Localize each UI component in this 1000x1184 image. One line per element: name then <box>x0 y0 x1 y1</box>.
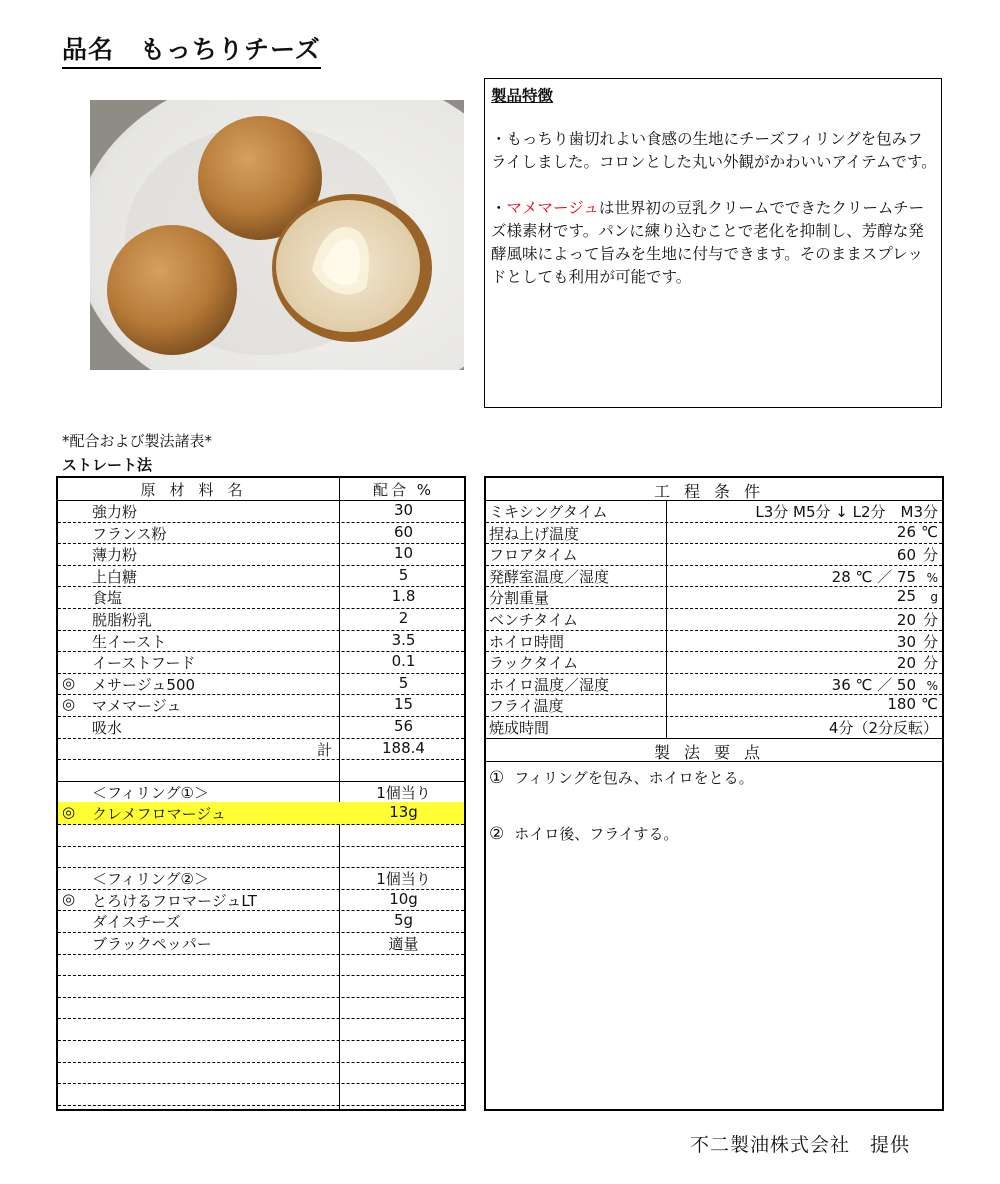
total-row <box>58 738 464 761</box>
step-text: フィリングを包み、ホイロをとる。 <box>514 769 754 787</box>
process-step-name: 発酵室温度／湿度 <box>489 567 610 586</box>
process-header: 工程条件 <box>653 482 774 501</box>
ingredient-name: 生イースト <box>92 632 167 651</box>
ingredient-name: ブラックペッパー <box>92 935 212 953</box>
process-value-text: 25 <box>896 587 916 606</box>
process-step-value <box>832 566 938 587</box>
ingredient-value: 適量 <box>388 935 419 953</box>
process-step-value <box>897 609 938 630</box>
formula-caption: *配合および製法諸表* <box>62 432 213 450</box>
ingredients-table <box>56 476 466 1111</box>
process-row <box>486 608 942 631</box>
filling1-header-row <box>58 781 464 804</box>
process-step-name: 分割重量 <box>489 589 550 608</box>
ingredient-row <box>58 586 464 609</box>
blank-row <box>58 824 464 847</box>
ingredient-value: 1個当り <box>376 783 431 802</box>
process-value-text: 4分（2分反転） <box>828 719 938 737</box>
ingredient-row <box>58 716 464 739</box>
ingredient-name: クレメフロマージュ <box>92 805 226 824</box>
ingredient-value: 0.1 <box>391 652 416 671</box>
method-points-header-row <box>486 738 942 762</box>
process-value-text: 180 <box>887 695 916 714</box>
process-step-value <box>887 695 938 713</box>
process-value-text: 60 <box>896 546 916 565</box>
process-step-value <box>755 501 938 522</box>
process-row <box>486 543 942 566</box>
process-unit: 分 <box>922 654 938 673</box>
process-row <box>486 630 942 653</box>
process-table <box>484 476 944 1111</box>
process-unit: ℃ <box>921 695 938 714</box>
features-paragraph-2-text: は世界初の豆乳クリームでできたクリームチーズ様素材です。パンに練り込むことで老化を抑制し、芳醇な発酵風味によって旨みを生地に付与できます。そのままスプレッドとしても利用が可能です。 <box>491 199 925 286</box>
blank-row <box>58 759 464 782</box>
process-row <box>486 716 942 739</box>
ingredient-value: 188.4 <box>382 738 425 757</box>
features-paragraph-1: ・もっちり歯切れよい食感の生地にチーズフィリングを包みフライしました。コロンとした丸い外観がかわいいアイテムです。 <box>491 130 937 171</box>
ingredient-name: マメマージュ <box>92 697 182 716</box>
ingredient-row <box>58 608 464 631</box>
method-step <box>489 823 678 844</box>
blank-row <box>58 1040 464 1063</box>
process-step-name: ホイロ時間 <box>489 632 565 651</box>
ingredient-name: 脱脂粉乳 <box>92 611 153 629</box>
process-row <box>486 694 942 717</box>
mamemage-highlight: マメマージュ <box>506 199 599 217</box>
ingredient-value: 5 <box>398 673 409 692</box>
process-step-value <box>897 544 938 565</box>
product-features-box <box>484 78 942 408</box>
ingredient-row <box>58 694 464 717</box>
process-step-name: ラックタイム <box>489 654 579 673</box>
features-heading: 製品特徴 <box>491 87 554 105</box>
filling2-header-row <box>58 867 464 890</box>
process-step-name: フライ温度 <box>489 697 564 716</box>
ingredient-name: ダイスチーズ <box>92 913 181 932</box>
ingredient-row <box>58 630 464 653</box>
ingredient-value: 1.8 <box>391 587 416 606</box>
process-unit: g <box>930 590 938 605</box>
method-label: ストレート法 <box>62 456 153 474</box>
process-row <box>486 500 942 523</box>
ingredient-value: 56 <box>393 717 414 735</box>
blank-row <box>58 975 464 998</box>
footer-credit: 不二製油株式会社 提供 <box>690 1134 911 1156</box>
ingredient-name: 強力粉 <box>92 503 138 521</box>
ingredient-name: 吸水 <box>92 719 123 737</box>
process-row <box>486 651 942 674</box>
ingredient-name: メサージュ500 <box>92 675 196 694</box>
method-points-header: 製法要点 <box>653 742 774 762</box>
step-text: ホイロ後、フライする。 <box>514 825 679 843</box>
ingredient-value: 5 <box>398 565 409 584</box>
ingredient-name: 上白糖 <box>92 567 138 586</box>
ingredient-value: 5g <box>393 911 414 930</box>
method-step <box>489 767 754 788</box>
filling2-row <box>58 910 464 933</box>
blank-row <box>58 1083 464 1106</box>
process-step-value <box>832 674 938 695</box>
filling2-row <box>58 889 464 912</box>
process-step-name: フロアタイム <box>489 546 578 565</box>
blank-row <box>58 997 464 1020</box>
process-step-name: ミキシングタイム <box>489 503 608 521</box>
ingredient-name: フランス粉 <box>92 524 167 543</box>
ingredient-name: ＜フィリング②＞ <box>92 870 209 889</box>
product-photo <box>90 100 464 370</box>
process-value-text: 20 <box>896 654 916 673</box>
ingredient-value: 1個当り <box>376 870 431 889</box>
ingredient-row <box>58 651 464 674</box>
process-unit: ℃ <box>921 522 938 541</box>
ingredient-name: 食塩 <box>92 589 123 608</box>
process-unit: 分 <box>922 632 938 651</box>
process-step-value <box>897 652 938 673</box>
process-unit: % <box>926 678 938 693</box>
ingredient-value: 10g <box>389 889 418 908</box>
features-paragraph-2 <box>491 197 937 289</box>
process-step-value <box>897 631 938 652</box>
blank-row <box>58 1062 464 1085</box>
blank-row <box>58 954 464 977</box>
step-number: ① <box>489 768 505 788</box>
process-row <box>486 586 942 609</box>
ingredient-name-header: 原材料名 <box>140 481 257 499</box>
process-unit: % <box>926 570 938 585</box>
process-row <box>486 522 942 545</box>
ingredient-value: 3.5 <box>391 630 416 649</box>
page-title: 品名 もっちりチーズ <box>62 30 321 69</box>
ingredient-value: 15 <box>393 695 414 714</box>
process-step-value <box>897 587 938 605</box>
ingredient-row <box>58 543 464 566</box>
ingredient-mark: ◎ <box>62 803 76 822</box>
process-value-text: 28 ℃ ／ 75 <box>831 567 916 586</box>
blank-row <box>58 846 464 869</box>
process-row <box>486 673 942 696</box>
ingredient-row <box>58 522 464 545</box>
process-unit: 分 <box>922 546 938 565</box>
process-unit: 分 <box>922 611 938 629</box>
filling2-row <box>58 932 464 955</box>
ingredient-name: ＜フィリング①＞ <box>92 783 209 802</box>
ingredient-value: 2 <box>398 609 409 627</box>
blank-row <box>58 1018 464 1041</box>
ingredient-name: とろけるフロマージュLT <box>92 891 257 910</box>
ratio-header: 配合 % <box>372 481 435 499</box>
process-value-text: 36 ℃ ／ 50 <box>831 675 916 694</box>
ingredient-row <box>58 565 464 588</box>
step-number: ② <box>489 824 505 844</box>
ingredient-value: 10 <box>393 544 414 563</box>
ingredient-row <box>58 500 464 523</box>
ingredient-name: イーストフード <box>92 654 196 673</box>
process-value-text: 20 <box>896 611 916 629</box>
ingredient-mark: ◎ <box>62 673 76 692</box>
ingredient-name: 薄力粉 <box>92 546 138 565</box>
features-bullet: ・ <box>491 199 507 217</box>
process-value-text: L3分 M5分 ↓ L2分 M3分 <box>755 503 938 521</box>
process-step-name: ホイロ温度／湿度 <box>489 675 610 694</box>
process-step-name: ベンチタイム <box>489 611 578 629</box>
process-step-value <box>897 523 938 541</box>
ingredient-row <box>58 673 464 696</box>
ingredient-mark: ◎ <box>62 889 76 908</box>
ingredient-mark: ◎ <box>62 695 76 714</box>
process-step-name: 焼成時間 <box>489 719 550 737</box>
ingredient-value: 30 <box>393 501 414 519</box>
process-header-row <box>486 478 942 501</box>
process-step-value <box>829 717 938 738</box>
ingredients-header-row <box>58 478 464 501</box>
process-value-text: 26 <box>896 522 916 541</box>
ingredient-value: 13g <box>389 803 418 822</box>
total-label: 計 <box>316 740 332 759</box>
ingredient-value: 60 <box>393 522 414 541</box>
process-value-text: 30 <box>896 632 916 651</box>
process-row <box>486 565 942 588</box>
filling1-row <box>58 802 464 825</box>
process-step-name: 捏ね上げ温度 <box>489 524 580 543</box>
